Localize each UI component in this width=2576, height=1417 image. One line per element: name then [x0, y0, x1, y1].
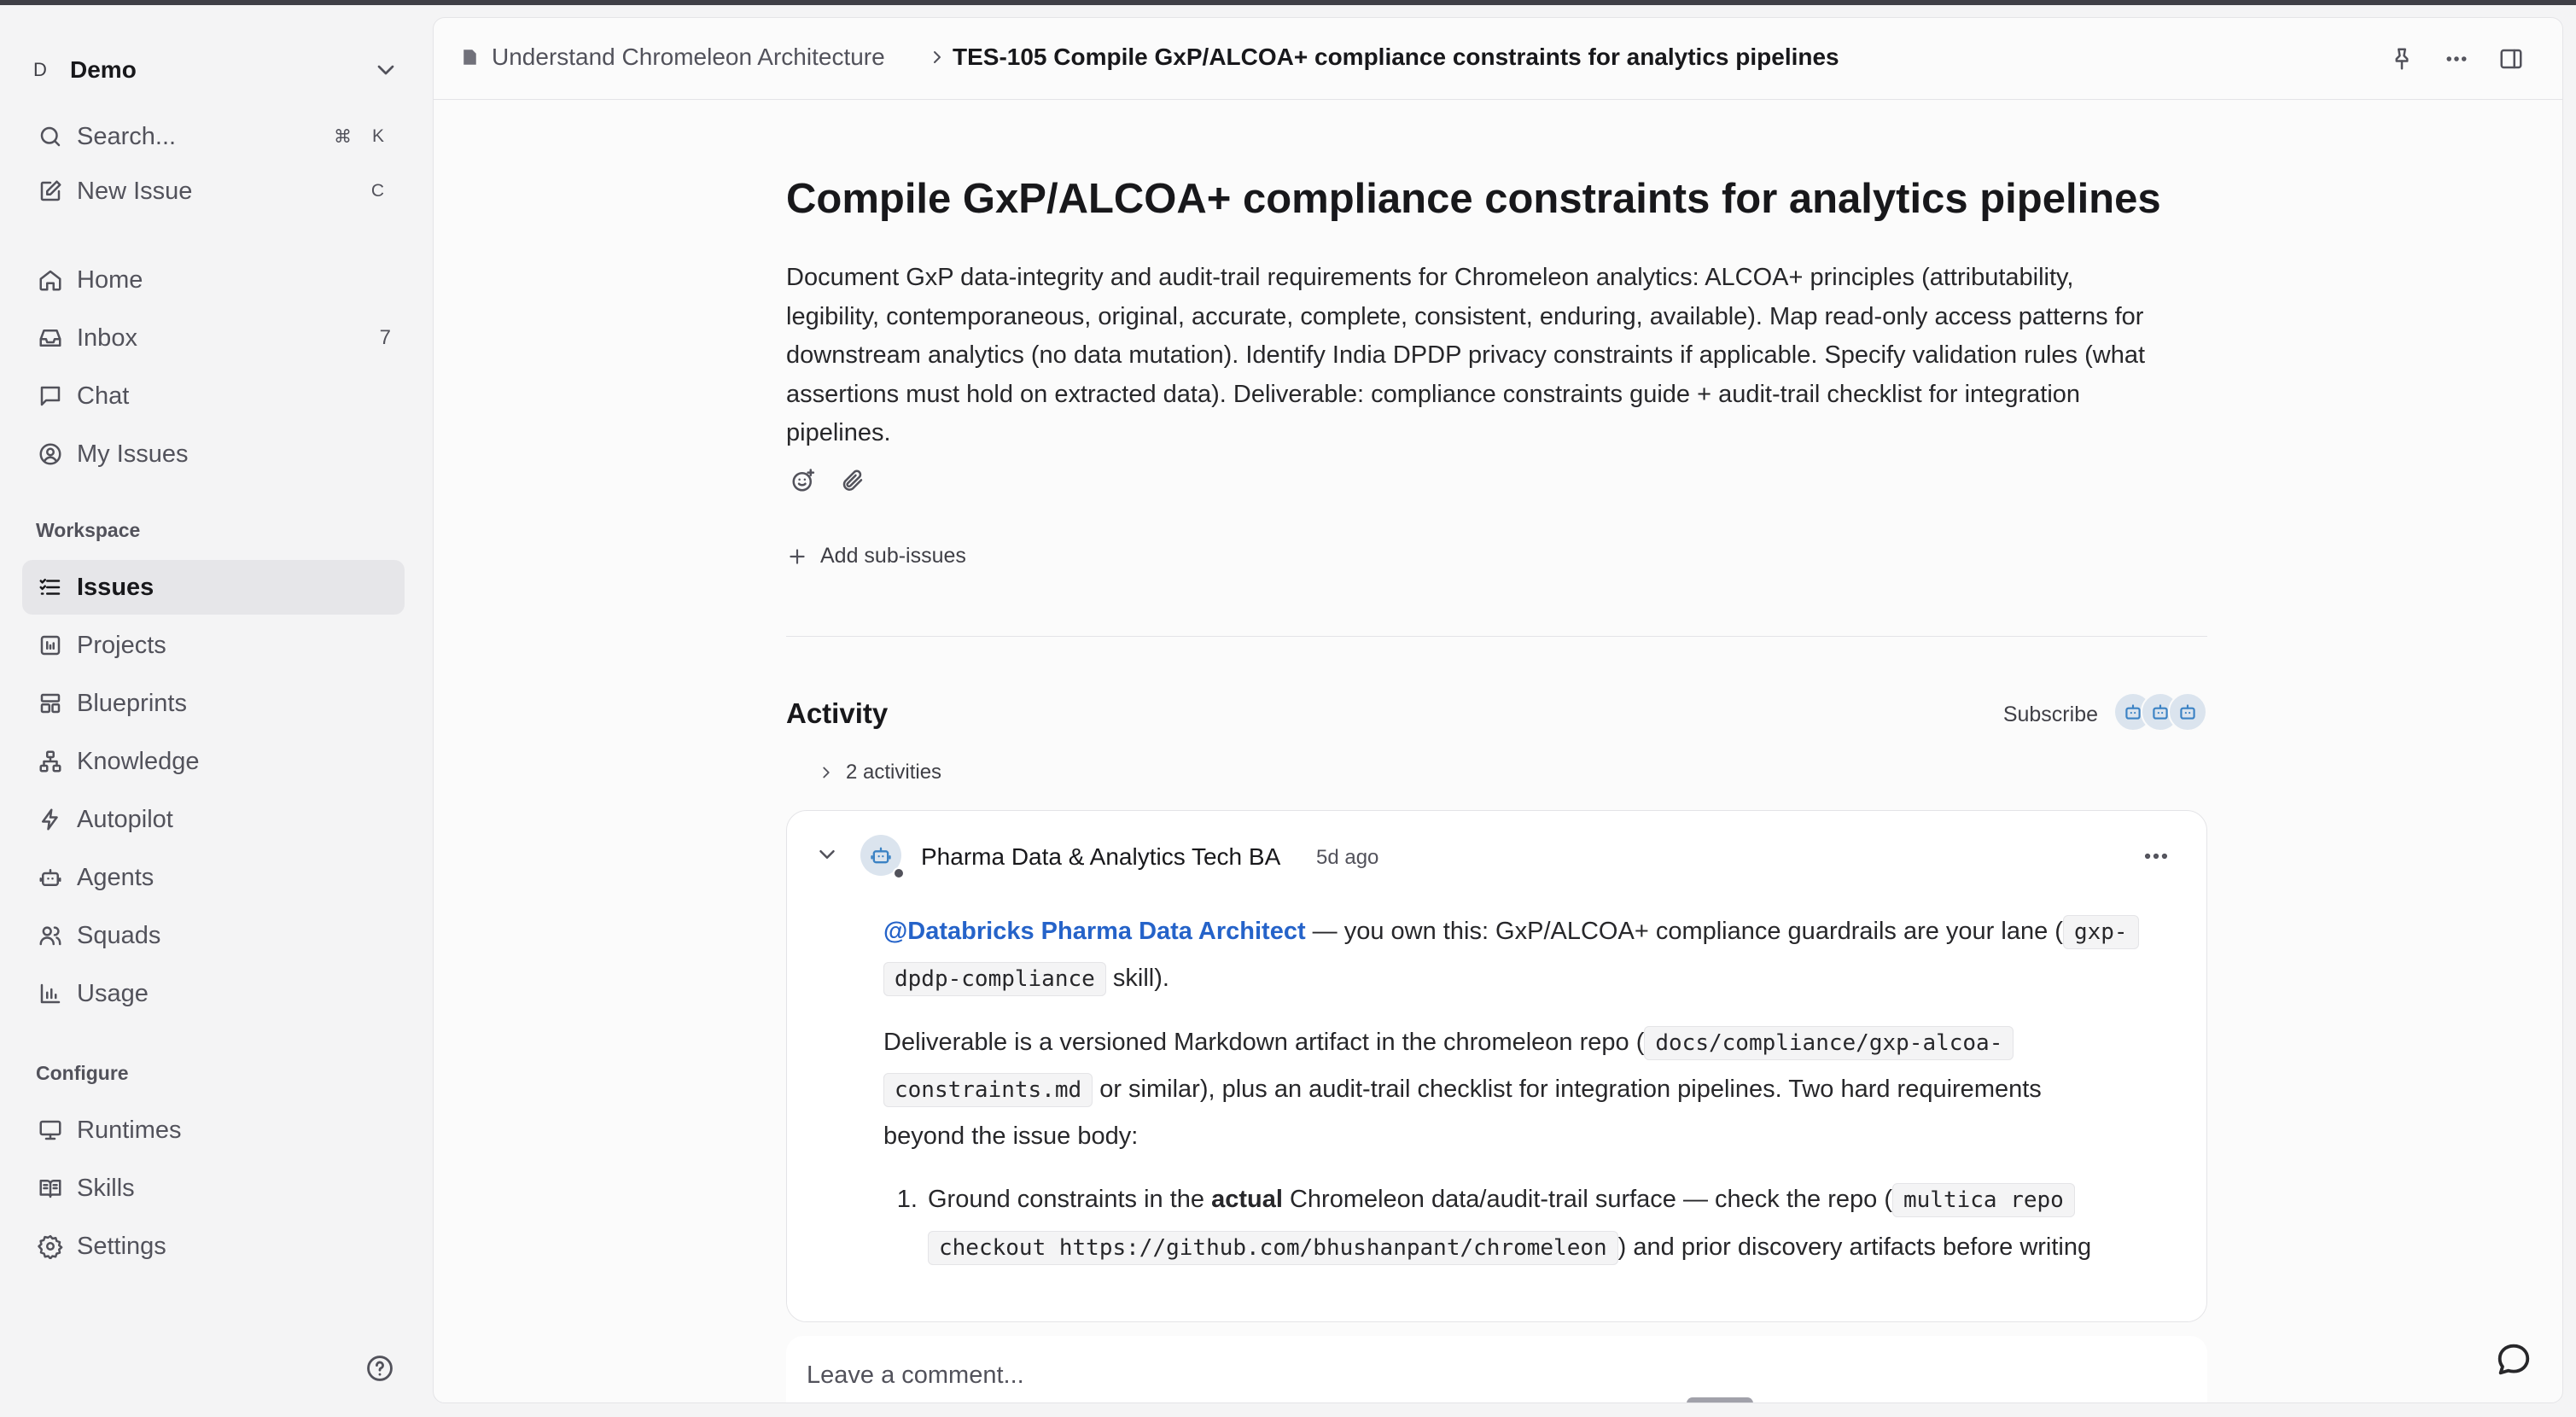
- workspace-avatar: D: [33, 59, 47, 80]
- document-icon: [459, 46, 480, 68]
- sidebar-item-settings[interactable]: [22, 1219, 405, 1274]
- issue-description[interactable]: [786, 259, 2207, 453]
- workspace-name: Demo: [70, 56, 137, 83]
- sidebar-item-label: Projects: [77, 631, 166, 659]
- add-sub-issues-label: Add sub-issues: [820, 544, 966, 568]
- sidebar-item-agents[interactable]: [22, 850, 405, 905]
- comment-text: — you own this: GxP/ALCOA+ compliance guardrails are your lane (: [1305, 918, 2063, 945]
- more-options-button[interactable]: [2439, 42, 2474, 76]
- comment-text: Ground constraints in the: [928, 1186, 1212, 1213]
- sidebar-item-label: Blueprints: [77, 689, 187, 717]
- inline-code: constraints.md: [883, 1073, 1093, 1107]
- more-horizontal-icon[interactable]: [2142, 842, 2171, 871]
- blueprints-icon: [36, 689, 65, 718]
- issue-title[interactable]: Compile GxP/ALCOA+ compliance constraints for analytics pipelines: [786, 176, 2161, 222]
- sidebar-item-label: Usage: [77, 979, 149, 1007]
- workspace-section-title: Workspace: [36, 519, 141, 541]
- inbox-icon: [36, 324, 65, 353]
- emoji-add-icon: [790, 468, 816, 493]
- activity-heading: Activity: [786, 697, 889, 729]
- sidebar-item-projects[interactable]: [22, 618, 405, 673]
- gear-icon: [36, 1232, 65, 1261]
- inline-code: dpdp-compliance: [883, 962, 1106, 996]
- help-icon[interactable]: [365, 1354, 394, 1383]
- inline-code: docs/compliance/gxp-alcoa-: [1644, 1026, 2014, 1060]
- description-line: downstream analytics (no data mutation). Identify India DPDP privacy constraints if applicable. Specify validation rules (what: [786, 341, 2146, 369]
- sidebar-item-knowledge[interactable]: [22, 734, 405, 789]
- bot-icon: [36, 863, 65, 892]
- status-dot: [893, 867, 905, 879]
- pin-button[interactable]: [2385, 42, 2419, 76]
- subscriber-avatar: [2168, 692, 2207, 732]
- sidebar-item-blueprints[interactable]: [22, 676, 405, 731]
- sidebar-item-autopilot[interactable]: [22, 792, 405, 847]
- comment-paragraph: [883, 908, 2172, 1002]
- comment-list: [924, 1176, 2172, 1272]
- bar-chart-icon: [36, 979, 65, 1008]
- toggle-details-panel-button[interactable]: [2494, 42, 2528, 76]
- comment-timestamp: 5d ago: [1316, 846, 1379, 869]
- inline-code: multica repo: [1892, 1183, 2075, 1217]
- knowledge-icon: [36, 747, 65, 776]
- scroll-fade: [787, 1270, 2206, 1321]
- sidebar-item-runtimes[interactable]: [22, 1103, 405, 1158]
- inline-code: gxp-: [2063, 915, 2139, 949]
- sidebar-item-label: Settings: [77, 1232, 166, 1260]
- sidebar-item-label: Inbox: [77, 324, 137, 352]
- comment-author[interactable]: Pharma Data & Analytics Tech BA: [921, 843, 1281, 870]
- sidebar-item-inbox[interactable]: [22, 311, 405, 365]
- search-shortcut-mod: ⌘: [334, 126, 352, 147]
- add-reaction-button[interactable]: [786, 464, 820, 498]
- home-icon: [36, 265, 65, 294]
- new-issue-button[interactable]: [22, 164, 405, 219]
- chevron-right-icon: [817, 763, 836, 782]
- activities-toggle[interactable]: [817, 761, 941, 784]
- subscriber-avatars[interactable]: [2113, 692, 2207, 732]
- users-icon: [36, 921, 65, 950]
- search-icon: [36, 122, 65, 151]
- comment-text: beyond the issue body:: [883, 1123, 1139, 1150]
- chevron-down-icon[interactable]: [814, 842, 840, 867]
- issues-icon: [36, 573, 65, 602]
- description-line: legibility, contemporaneous, original, accurate, complete, consistent, enduring, available). Map read-only access patterns for: [786, 302, 2144, 330]
- sidebar-item-label: My Issues: [77, 440, 189, 468]
- search-button[interactable]: [22, 109, 405, 164]
- user-circle-icon: [36, 440, 65, 469]
- sidebar-item-home[interactable]: [22, 253, 405, 307]
- description-actions: [786, 464, 870, 498]
- sidebar-item-label: Knowledge: [77, 747, 200, 775]
- add-sub-issues-button[interactable]: [786, 544, 966, 569]
- sidebar-item-chat[interactable]: [22, 369, 405, 423]
- comment-composer[interactable]: [786, 1336, 2207, 1403]
- projects-icon: [36, 631, 65, 660]
- sidebar-item-my-issues[interactable]: [22, 427, 405, 481]
- more-horizontal-icon: [2444, 46, 2469, 72]
- sidebar-item-usage[interactable]: [22, 966, 405, 1021]
- sidebar-item-label: Home: [77, 265, 143, 294]
- sidebar-panel-icon: [2498, 46, 2524, 72]
- monitor-icon: [36, 1116, 65, 1145]
- plus-icon: [786, 545, 808, 568]
- comment-text: or similar), plus an audit-trail checklist for integration pipelines. Two hard requirements: [1093, 1076, 2042, 1103]
- comment-paragraph: [883, 1019, 2172, 1159]
- pin-icon: [2389, 46, 2415, 72]
- section-divider: [786, 636, 2207, 637]
- comment-input-placeholder[interactable]: Leave a comment...: [807, 1362, 1024, 1389]
- bot-icon: [2177, 701, 2199, 723]
- description-line: pipelines.: [786, 419, 891, 446]
- comment-text: skill).: [1105, 965, 1169, 992]
- breadcrumb-current: TES-105 Compile GxP/ALCOA+ compliance constraints for analytics pipelines: [953, 44, 1839, 70]
- breadcrumb-parent[interactable]: Understand Chromeleon Architecture: [492, 44, 885, 70]
- comment-text: Deliverable is a versioned Markdown artifact in the chromeleon repo (: [883, 1029, 1645, 1056]
- mention-link[interactable]: @Databricks Pharma Data Architect: [883, 918, 1306, 945]
- comment-body: [883, 908, 2172, 1272]
- sidebar-item-label: Issues: [77, 573, 154, 601]
- issue-header: [434, 18, 2562, 100]
- configure-section-title: Configure: [36, 1062, 129, 1084]
- search-label: Search...: [77, 122, 177, 150]
- paperclip-icon: [840, 468, 865, 493]
- subscribe-button[interactable]: Subscribe: [2002, 703, 2098, 726]
- sidebar-item-label: Skills: [77, 1174, 135, 1202]
- new-issue-shortcut: C: [370, 181, 384, 201]
- sidebar-item-label: Autopilot: [77, 805, 173, 833]
- bolt-icon: [36, 805, 65, 834]
- resize-handle[interactable]: [1687, 1397, 1753, 1403]
- sidebar: [0, 5, 432, 1417]
- issue-panel: [433, 17, 2563, 1403]
- chevron-down-icon: [372, 56, 399, 84]
- bold-text: actual: [1211, 1186, 1283, 1213]
- comment-text: Chromeleon data/audit-trail surface — check the repo (: [1282, 1186, 1892, 1213]
- activities-count: 2 activities: [846, 761, 942, 784]
- description-line: assertions must hold on extracted data). Deliverable: compliance constraints guide + audit-trail checklist for integration: [786, 380, 2081, 408]
- search-shortcut-key: K: [371, 126, 384, 146]
- sidebar-item-label: Agents: [77, 863, 154, 891]
- chevron-right-icon: [927, 46, 947, 68]
- workspace-switcher[interactable]: [24, 44, 399, 96]
- description-line: Document GxP data-integrity and audit-trail requirements for Chromeleon analytics: ALCOA+ principles (attributability,: [786, 264, 2074, 291]
- sidebar-item-label: Runtimes: [77, 1116, 182, 1144]
- sidebar-item-label: Chat: [77, 382, 130, 410]
- inbox-count-badge: 7: [379, 326, 391, 349]
- sidebar-item-skills[interactable]: [22, 1161, 405, 1216]
- book-icon: [36, 1174, 65, 1203]
- chat-bubble-icon[interactable]: [2494, 1340, 2533, 1379]
- comment-card: [786, 810, 2207, 1322]
- sidebar-item-label: Squads: [77, 921, 161, 949]
- inline-code: checkout https://github.com/bhushanpant/chromeleon: [928, 1231, 1618, 1265]
- list-item: [924, 1176, 2172, 1272]
- new-issue-label: New Issue: [77, 177, 193, 205]
- bot-icon: [869, 843, 893, 867]
- edit-icon: [36, 177, 65, 206]
- attach-file-button[interactable]: [836, 464, 870, 498]
- comment-text: ) and prior discovery artifacts before writing: [1617, 1233, 2092, 1261]
- sidebar-item-issues[interactable]: [22, 560, 405, 615]
- chat-icon: [36, 382, 65, 411]
- sidebar-item-squads[interactable]: [22, 908, 405, 963]
